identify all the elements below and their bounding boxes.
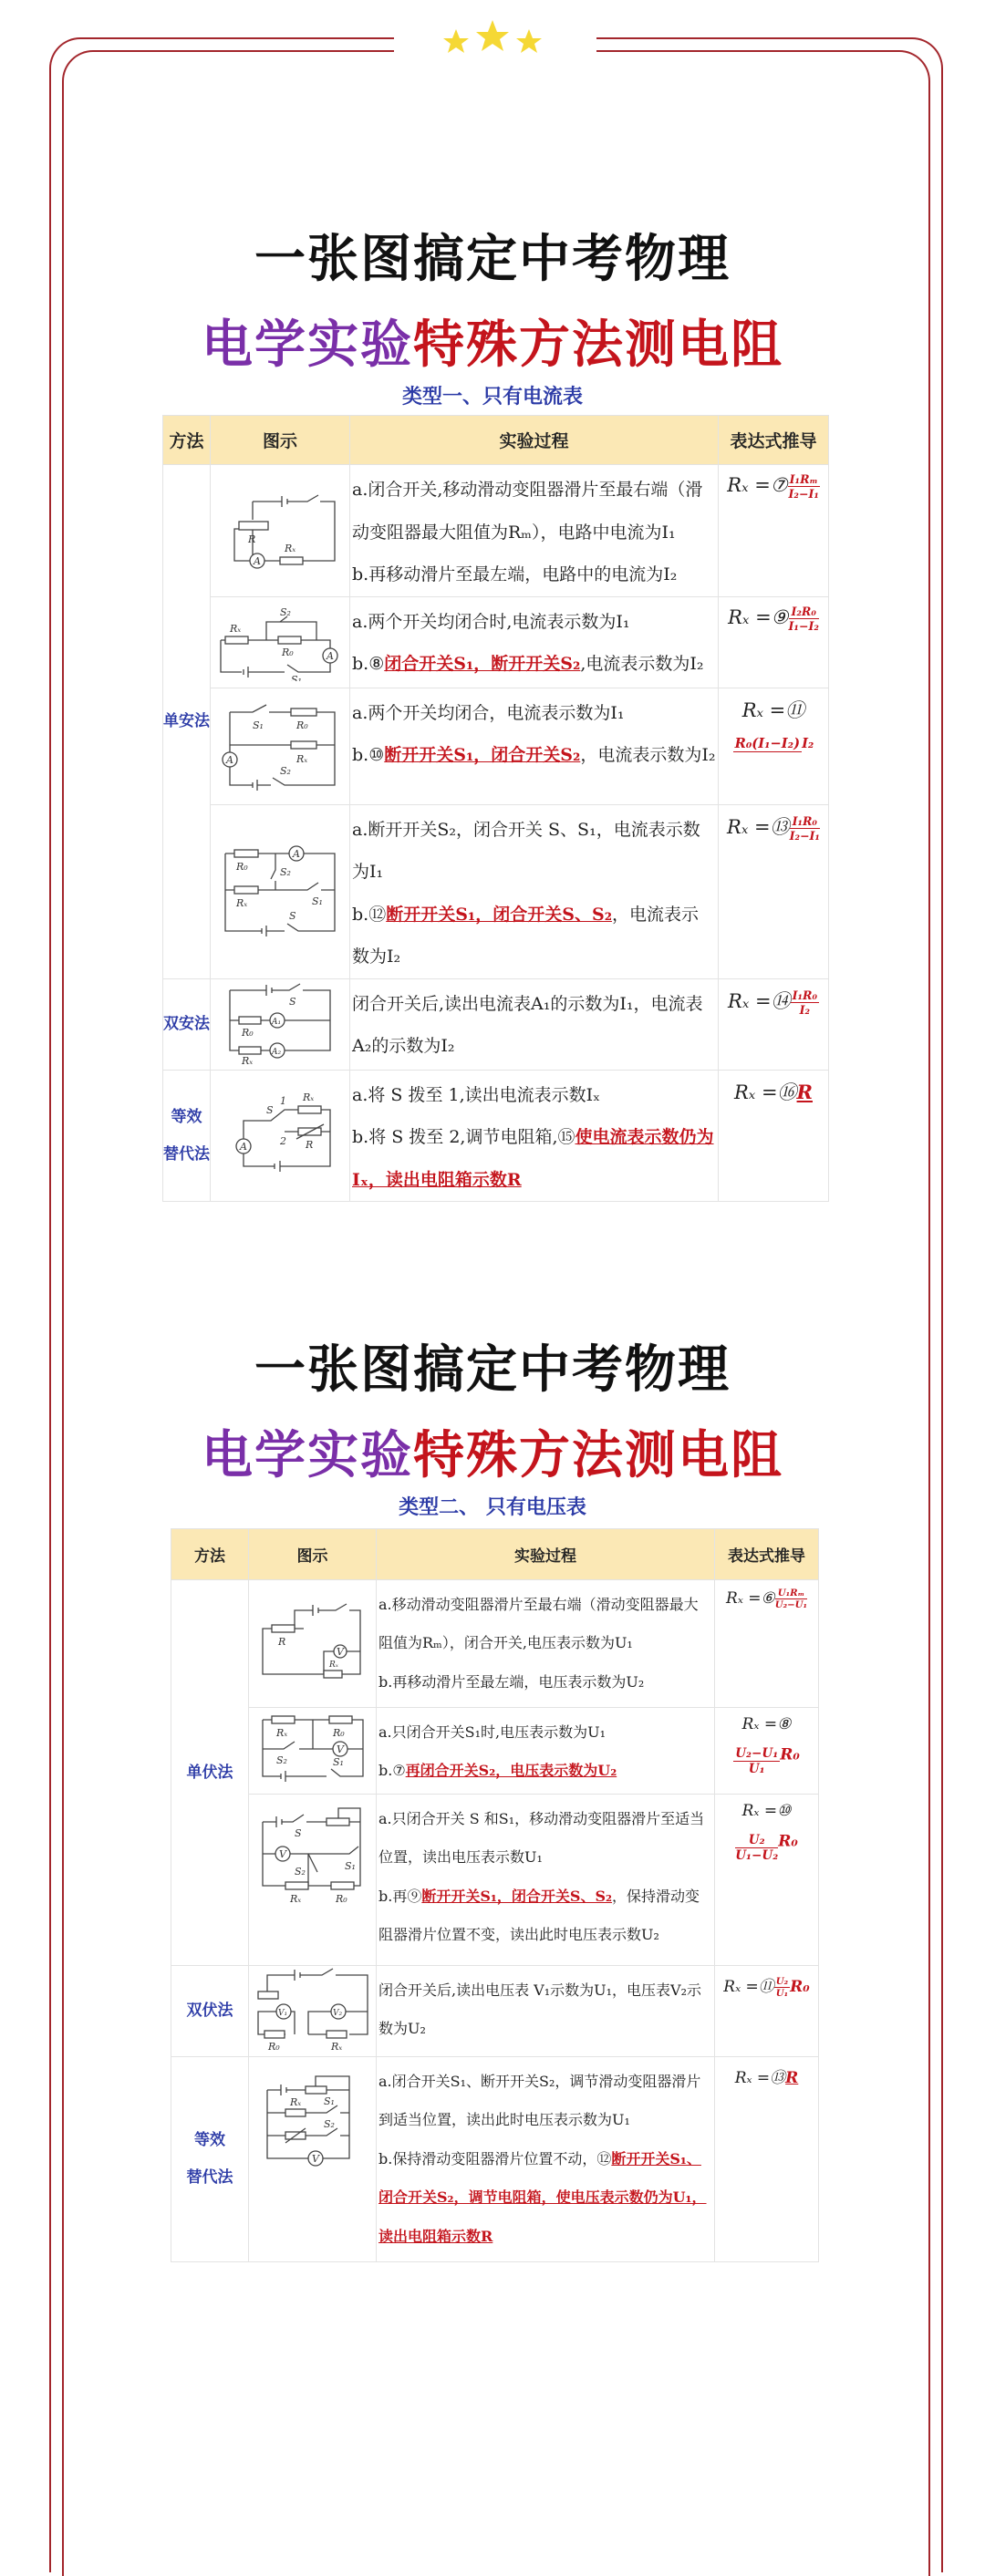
circuit-label: V [336, 1645, 344, 1658]
circuit-label: 1 [280, 1094, 286, 1107]
circuit-label: S₂ [280, 865, 291, 878]
circuit-label: 2 [280, 1134, 286, 1147]
process-text: a.将 S 拨至 1,读出电流表示数Iₓ b.将 S 拨至 2,调节电阻箱,⑮使电流表示数仍为Iₓ，读出电阻箱示数R [350, 1070, 719, 1202]
formula: Rₓ =⑪ R₀(I₁−I₂) I₂ [719, 688, 829, 804]
subtitle-red: 特殊方法测电阻 [413, 1426, 783, 1485]
circuit-diagram [216, 599, 344, 681]
table-row [163, 465, 829, 597]
circuit-label: S [294, 1827, 302, 1839]
circuit-label: A [327, 650, 334, 663]
circuit-label: S₁ [323, 2095, 335, 2107]
circuit-diagram [216, 1084, 344, 1185]
circuit-label: Rₓ [285, 542, 296, 554]
circuit-label: A [293, 847, 300, 860]
process-text: a.只闭合开关S₁时,电压表示数为U₁ b.⑦再闭合开关S₂，电压表示数为U₂ [377, 1708, 715, 1795]
circuit-label: S₂ [294, 1866, 306, 1878]
table-row [171, 2057, 819, 2262]
table-row [163, 978, 829, 1070]
circuit-label: Rₓ [303, 1091, 315, 1103]
circuit-label: V [336, 1743, 344, 1755]
table-ammeter-only [162, 415, 829, 1202]
circuit-diagram [258, 1601, 368, 1683]
col-formula: 表达式推导 [715, 1529, 819, 1580]
col-formula: 表达式推导 [719, 416, 829, 465]
circuit-label: R₀ [267, 2041, 280, 2053]
circuit-label: Rₓ [330, 2041, 342, 2053]
circuit-diagram [216, 835, 344, 945]
circuit-label: S₁ [344, 1860, 356, 1872]
formula: Rₓ =⑬ $\frac{\text{I₁R₀}}{\text{I₂−I₁}}$ [719, 804, 829, 978]
col-diagram: 图示 [249, 1529, 377, 1580]
process-text: 闭合开关后,读出电流表A₁的示数为I₁，电流表A₂的示数为I₂ [350, 978, 719, 1070]
process-text: a.只闭合开关 S 和S₁，移动滑动变阻器滑片至适当位置，读出电压表示数U₁ b.再⑨断开开关S₁，闭合开关S、S₂，保持滑动变阻器滑片位置不变，读出此时电压表示数U₂ [377, 1795, 715, 1966]
circuit-label: Rₓ [230, 623, 242, 636]
col-method: 方法 [163, 416, 211, 465]
circuit-label: Rₓ [236, 896, 248, 909]
circuit-label: R [306, 1138, 314, 1151]
circuit-label: S₁ [291, 674, 302, 682]
circuit-label: S₂ [275, 1754, 287, 1766]
circuit-label: V₂ [332, 2009, 342, 2018]
table-row [163, 596, 829, 688]
formula: Rₓ =⑧ $\frac{\text{U₂−U₁}}{\text{U₁}}$ R₀ [715, 1708, 819, 1795]
page-title-2: 一张图搞定中考物理 [254, 1340, 731, 1400]
formula: Rₓ =⑨ $\frac{\text{I₂R₀}}{\text{I₁−I₂}}$ [719, 596, 829, 688]
circuit-label: V [278, 1848, 286, 1860]
circuit-label: A [226, 754, 233, 767]
circuit-label: A₂ [272, 1047, 282, 1057]
circuit-diagram [216, 979, 344, 1066]
circuit-label: S₂ [323, 2118, 335, 2130]
circuit-diagram [216, 694, 344, 794]
circuit-label: R₀ [242, 1026, 254, 1039]
circuit-label: R₀ [236, 860, 248, 873]
table-voltmeter-only [171, 1528, 819, 2262]
circuit-diagram [258, 2072, 368, 2172]
process-text: a.闭合开关,移动滑动变阻器滑片至最右端（滑动变阻器最大阻值为Rₘ），电路中电流为I₁ b.再移动滑片至最左端，电路中的电流为I₂ [350, 465, 719, 597]
formula: Rₓ =⑦ $\frac{\text{I₁Rₘ}}{\text{I₂−I₁}}$ [719, 465, 829, 597]
circuit-label: S₁ [312, 895, 323, 907]
process-text: 闭合开关后,读出电压表 V₁示数为U₁，电压表V₂示数为U₂ [377, 1966, 715, 2057]
formula: Rₓ =⑯R [719, 1070, 829, 1202]
circuit-diagram [254, 1966, 372, 2053]
table-row [171, 1580, 819, 1708]
circuit-diagram [258, 1804, 368, 1913]
circuit-label: S [266, 1103, 274, 1116]
method-equivalent-substitution: 等效 替代法 [163, 1070, 211, 1202]
circuit-label: Rₓ [328, 1660, 338, 1670]
circuit-label: S₁ [253, 719, 264, 732]
table-row [171, 1795, 819, 1966]
table-row [171, 1966, 819, 2057]
circuit-label: S₂ [280, 765, 291, 778]
circuit-label: R₀ [335, 1893, 347, 1905]
circuit-label: R₀ [282, 647, 294, 659]
page-subtitle [0, 305, 985, 378]
circuit-label: R₀ [332, 1727, 345, 1739]
subtitle-red: 特殊方法测电阻 [413, 316, 783, 375]
method-double-ammeter: 双安法 [163, 978, 211, 1070]
table-row [171, 1708, 819, 1795]
formula: Rₓ =⑥ $\frac{\text{U₁Rₘ}}{\text{U₂−U₁}}$ [715, 1580, 819, 1708]
formula: Rₓ =⑪ $\frac{\text{U₂}}{\text{U₁}}$ R₀ [715, 1966, 819, 2057]
method-double-voltmeter: 双伏法 [171, 1966, 249, 2057]
circuit-label: A [254, 554, 261, 567]
circuit-label: Rₓ [242, 1054, 254, 1066]
process-text: a.断开开关S₂，闭合开关 S、S₁，电流表示数为I₁ b.⑫断开开关S₁，闭合开关S、S₂，电流表示数为I₂ [350, 804, 719, 978]
type2-heading: 类型二、 只有电压表 [399, 1496, 586, 1519]
circuit-label: R [277, 1635, 285, 1648]
subtitle-purple: 电学实验 [202, 1426, 413, 1485]
process-text: a.移动滑动变阻器滑片至最右端（滑动变阻器最大阻值为Rₘ），闭合开关,电压表示数为U₁ b.再移动滑片至最左端，电压表示数为U₂ [377, 1580, 715, 1708]
stars-icon [436, 16, 549, 62]
page-subtitle-2 [0, 1415, 985, 1488]
formula: Rₓ =⑭ $\frac{\text{I₁R₀}}{\text{I₂}}$ [719, 978, 829, 1070]
page-title: 一张图搞定中考物理 [254, 230, 731, 289]
table-row [163, 688, 829, 804]
circuit-label: R [248, 533, 256, 545]
process-text: a.两个开关均闭合，电流表示数为I₁ b.⑩断开开关S₁，闭合开关S₂，电流表示数为I₂ [350, 688, 719, 804]
formula: Rₓ =⑩ $\frac{\text{U₂}}{\text{U₁−U₂}}$ R₀ [715, 1795, 819, 1966]
method-single-ammeter: 单安法 [163, 465, 211, 979]
circuit-label: Rₓ [289, 1893, 301, 1905]
circuit-label: A [240, 1140, 247, 1153]
table-row [163, 804, 829, 978]
method-single-voltmeter: 单伏法 [171, 1580, 249, 1966]
circuit-label: Rₓ [296, 753, 308, 766]
formula: Rₓ =⑬R [715, 2057, 819, 2262]
circuit-label: R₀ [296, 719, 308, 732]
circuit-diagram [258, 1712, 368, 1785]
circuit-label: S [289, 995, 296, 1008]
type1-heading: 类型一、只有电流表 [401, 386, 583, 409]
method-equivalent-substitution: 等效 替代法 [171, 2057, 249, 2262]
circuit-label: V [311, 2153, 319, 2165]
table-row [163, 1070, 829, 1202]
process-text: a.两个开关均闭合时,电流表示数为I₁ b.⑧闭合开关S₁，断开开关S₂,电流表示数为I₂ [350, 596, 719, 688]
circuit-label: V₁ [277, 2009, 287, 2018]
circuit-label: S [289, 909, 296, 922]
subtitle-purple: 电学实验 [202, 316, 413, 375]
circuit-label: A₁ [272, 1017, 282, 1027]
circuit-label: Rₓ [289, 2096, 301, 2108]
process-text: a.闭合开关S₁、断开开关S₂，调节滑动变阻器滑片到适当位置，读出此时电压表示数为U₁ b.保持滑动变阻器滑片位置不动，⑫断开开关S₁、闭合开关S₂，调节电阻箱，使电压表示数仍为U₁，读出电阻箱示数R [377, 2057, 715, 2262]
col-process: 实验过程 [377, 1529, 715, 1580]
col-process: 实验过程 [350, 416, 719, 465]
circuit-diagram [216, 479, 344, 579]
col-method: 方法 [171, 1529, 249, 1580]
circuit-label: S₁ [332, 1756, 344, 1768]
col-diagram: 图示 [211, 416, 350, 465]
circuit-label: S₂ [280, 606, 291, 619]
circuit-label: Rₓ [275, 1727, 287, 1739]
